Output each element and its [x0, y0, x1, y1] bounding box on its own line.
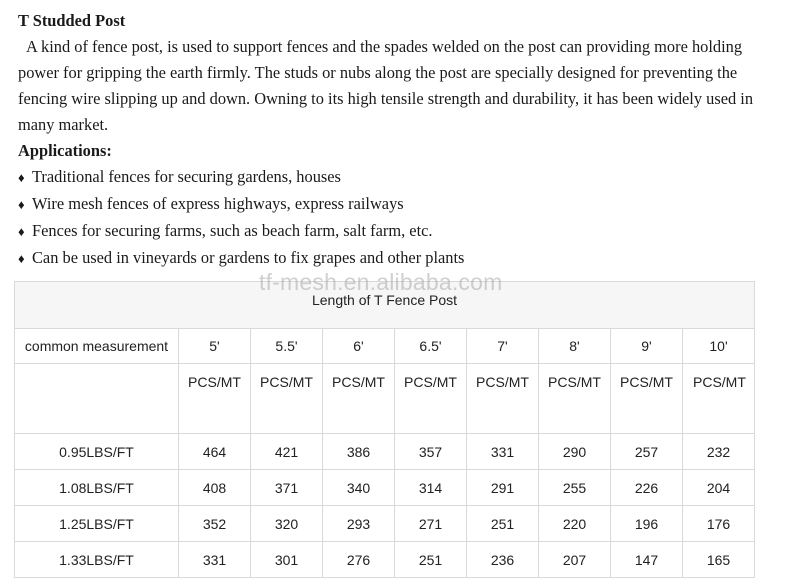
- length-header: 5.5': [251, 329, 323, 364]
- diamond-bullet-icon: ♦: [18, 224, 25, 239]
- value-cell: 251: [467, 506, 539, 542]
- length-header: 5': [179, 329, 251, 364]
- value-cell: 386: [323, 434, 395, 470]
- list-item: [18, 245, 768, 272]
- unit-cell: PCS/MT: [179, 364, 251, 434]
- diamond-bullet-icon: ♦: [18, 251, 25, 266]
- value-cell: 371: [251, 470, 323, 506]
- value-cell: 331: [179, 542, 251, 578]
- value-cell: 408: [179, 470, 251, 506]
- value-cell: 232: [683, 434, 755, 470]
- unit-cell: PCS/MT: [251, 364, 323, 434]
- value-cell: 196: [611, 506, 683, 542]
- article-title: T Studded Post: [18, 11, 126, 30]
- list-item-text: Traditional fences for securing gardens, houses: [32, 167, 341, 186]
- article-intro: A kind of fence post, is used to support fences and the spades welded on the post can providing more holding power for gripping the earth firmly. The studs or nubs along the post are specially designed for preventing the fencing wire slipping up and down. Owning to its high tensile strength and durability, it has been widely used in many market.: [18, 37, 754, 134]
- value-cell: 293: [323, 506, 395, 542]
- value-cell: 290: [539, 434, 611, 470]
- table-row: [15, 434, 755, 470]
- value-cell: 257: [611, 434, 683, 470]
- length-header: 9': [611, 329, 683, 364]
- value-cell: 464: [179, 434, 251, 470]
- table-caption-row: [15, 282, 755, 329]
- value-cell: 331: [467, 434, 539, 470]
- value-cell: 226: [611, 470, 683, 506]
- value-cell: 207: [539, 542, 611, 578]
- diamond-bullet-icon: ♦: [18, 170, 25, 185]
- value-cell: 352: [179, 506, 251, 542]
- unit-cell: PCS/MT: [467, 364, 539, 434]
- table-header-row: [15, 329, 755, 364]
- table-row: [15, 542, 755, 578]
- article: [18, 8, 768, 272]
- value-cell: 421: [251, 434, 323, 470]
- length-header: 6.5': [395, 329, 467, 364]
- weight-cell: 1.25LBS/FT: [15, 506, 179, 542]
- length-header: 8': [539, 329, 611, 364]
- table-row: [15, 506, 755, 542]
- value-cell: 255: [539, 470, 611, 506]
- value-cell: 236: [467, 542, 539, 578]
- table-caption: Length of T Fence Post: [15, 282, 755, 329]
- value-cell: 204: [683, 470, 755, 506]
- empty-cell: [15, 364, 179, 434]
- value-cell: 276: [323, 542, 395, 578]
- unit-cell: PCS/MT: [395, 364, 467, 434]
- unit-cell: PCS/MT: [539, 364, 611, 434]
- value-cell: 165: [683, 542, 755, 578]
- unit-cell: PCS/MT: [683, 364, 755, 434]
- value-cell: 320: [251, 506, 323, 542]
- list-item-text: Wire mesh fences of express highways, express railways: [32, 194, 404, 213]
- weight-cell: 1.08LBS/FT: [15, 470, 179, 506]
- value-cell: 271: [395, 506, 467, 542]
- applications-list: [18, 164, 768, 272]
- list-item-text: Fences for securing farms, such as beach farm, salt farm, etc.: [32, 221, 433, 240]
- length-header: 7': [467, 329, 539, 364]
- value-cell: 176: [683, 506, 755, 542]
- value-cell: 340: [323, 470, 395, 506]
- table-unit-row: [15, 364, 755, 434]
- value-cell: 251: [395, 542, 467, 578]
- value-cell: 220: [539, 506, 611, 542]
- unit-cell: PCS/MT: [611, 364, 683, 434]
- diamond-bullet-icon: ♦: [18, 197, 25, 212]
- list-item-text: Can be used in vineyards or gardens to fix grapes and other plants: [32, 248, 465, 267]
- value-cell: 291: [467, 470, 539, 506]
- applications-heading: Applications:: [18, 141, 112, 160]
- value-cell: 357: [395, 434, 467, 470]
- table-row: [15, 470, 755, 506]
- value-cell: 147: [611, 542, 683, 578]
- watermark: tf-mesh.en.alibaba.com: [259, 269, 503, 295]
- fence-post-table: [14, 281, 755, 578]
- list-item: [18, 191, 768, 218]
- list-item: [18, 218, 768, 245]
- list-item: [18, 164, 768, 191]
- length-header: 6': [323, 329, 395, 364]
- weight-cell: 1.33LBS/FT: [15, 542, 179, 578]
- value-cell: 301: [251, 542, 323, 578]
- row-header-label: common measurement: [15, 329, 179, 364]
- weight-cell: 0.95LBS/FT: [15, 434, 179, 470]
- value-cell: 314: [395, 470, 467, 506]
- length-header: 10': [683, 329, 755, 364]
- unit-cell: PCS/MT: [323, 364, 395, 434]
